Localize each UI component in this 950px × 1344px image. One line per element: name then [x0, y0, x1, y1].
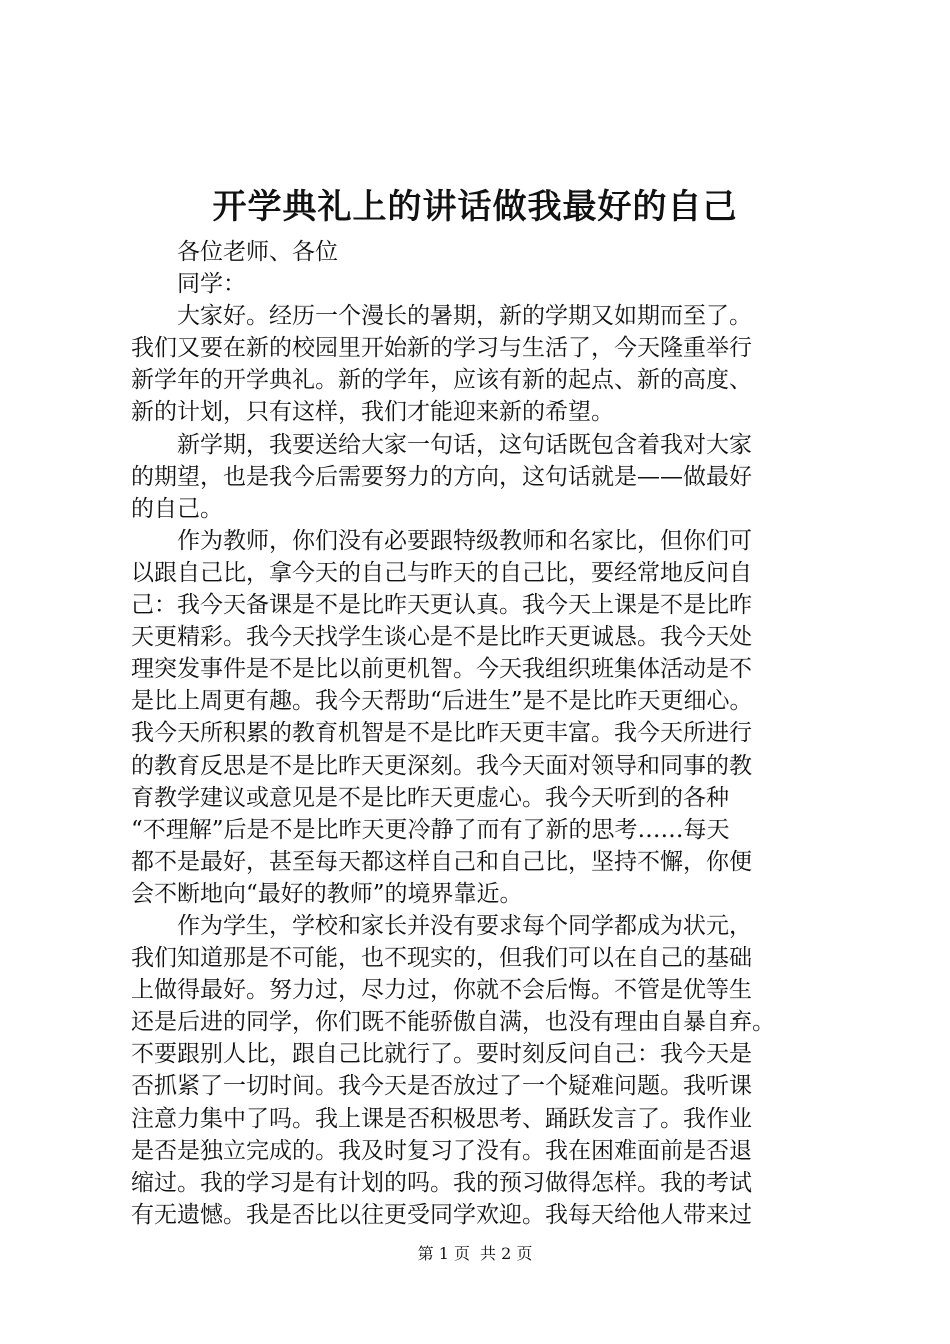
page-number-total: 共 2 页	[480, 1244, 533, 1263]
document-body	[131, 236, 831, 1231]
text-line: 否抓紧了一切时间。我今天是否放过了一个疑难问题。我听课	[131, 1073, 752, 1100]
text-line: “不理解”后是不是比昨天更冷静了而有了新的思考……每天	[131, 816, 730, 843]
text-line: 我今天所积累的教育机智是不是比昨天更丰富。我今天所进行	[131, 720, 752, 747]
text-line: 有无遗憾。我是否比以往更受同学欢迎。我每天给他人带来过	[131, 1201, 752, 1228]
text-line: 大家好。经历一个漫长的暑期，新的学期又如期而至了。	[177, 303, 752, 330]
document-title: 开学典礼上的讲话做我最好的自己	[212, 187, 738, 227]
text-line: 作为学生，学校和家长并没有要求每个同学都成为状元，	[177, 912, 752, 939]
text-line: 的期望，也是我今后需要努力的方向，这句话就是——做最好	[131, 463, 752, 490]
text-line: 作为教师，你们没有必要跟特级教师和名家比，但你们可	[177, 527, 752, 554]
text-line: 天更精彩。我今天找学生谈心是不是比昨天更诚恳。我今天处	[131, 624, 752, 651]
text-line: 的教育反思是不是比昨天更深刻。我今天面对领导和同事的教	[131, 752, 752, 779]
text-line: 还是后进的同学，你们既不能骄傲自满，也没有理由自暴自弃。	[131, 1009, 775, 1036]
text-line: 己：我今天备课是不是比昨天更认真。我今天上课是不是比昨	[131, 592, 752, 619]
text-line: 同学：	[177, 271, 246, 298]
page-number-current: 第 1 页	[417, 1244, 470, 1263]
text-line: 上做得最好。努力过，尽力过，你就不会后悔。不管是优等生	[131, 977, 752, 1004]
text-line: 不要跟别人比，跟自己比就行了。要时刻反问自己：我今天是	[131, 1041, 752, 1068]
page-footer	[0, 1243, 950, 1265]
text-line: 理突发事件是不是比以前更机智。今天我组织班集体活动是不	[131, 656, 752, 683]
text-line: 新的计划，只有这样，我们才能迎来新的希望。	[131, 399, 614, 426]
text-line: 我们知道那是不可能，也不现实的，但我们可以在自己的基础	[131, 945, 752, 972]
text-line: 育教学建议或意见是不是比昨天更虚心。我今天听到的各种	[131, 784, 729, 811]
text-line: 新学年的开学典礼。新的学年，应该有新的起点、新的高度、	[131, 367, 752, 394]
text-line: 我们又要在新的校园里开始新的学习与生活了，今天隆重举行	[131, 335, 752, 362]
text-line: 注意力集中了吗。我上课是否积极思考、踊跃发言了。我作业	[131, 1105, 752, 1132]
text-line: 会不断地向“最好的教师”的境界靠近。	[131, 880, 523, 907]
text-line: 新学期，我要送给大家一句话，这句话既包含着我对大家	[177, 431, 752, 458]
text-line: 的自己。	[131, 495, 223, 522]
text-line: 是比上周更有趣。我今天帮助“后进生”是不是比昨天更细心。	[131, 688, 753, 715]
text-line: 以跟自己比，拿今天的自己与昨天的自己比，要经常地反问自	[131, 559, 752, 586]
text-line: 各位老师、各位	[177, 239, 338, 265]
text-line: 是否是独立完成的。我及时复习了没有。我在困难面前是否退	[131, 1137, 752, 1164]
text-line: 缩过。我的学习是有计划的吗。我的预习做得怎样。我的考试	[131, 1169, 752, 1196]
text-line: 都不是最好，甚至每天都这样自己和自己比，坚持不懈，你便	[131, 848, 752, 875]
